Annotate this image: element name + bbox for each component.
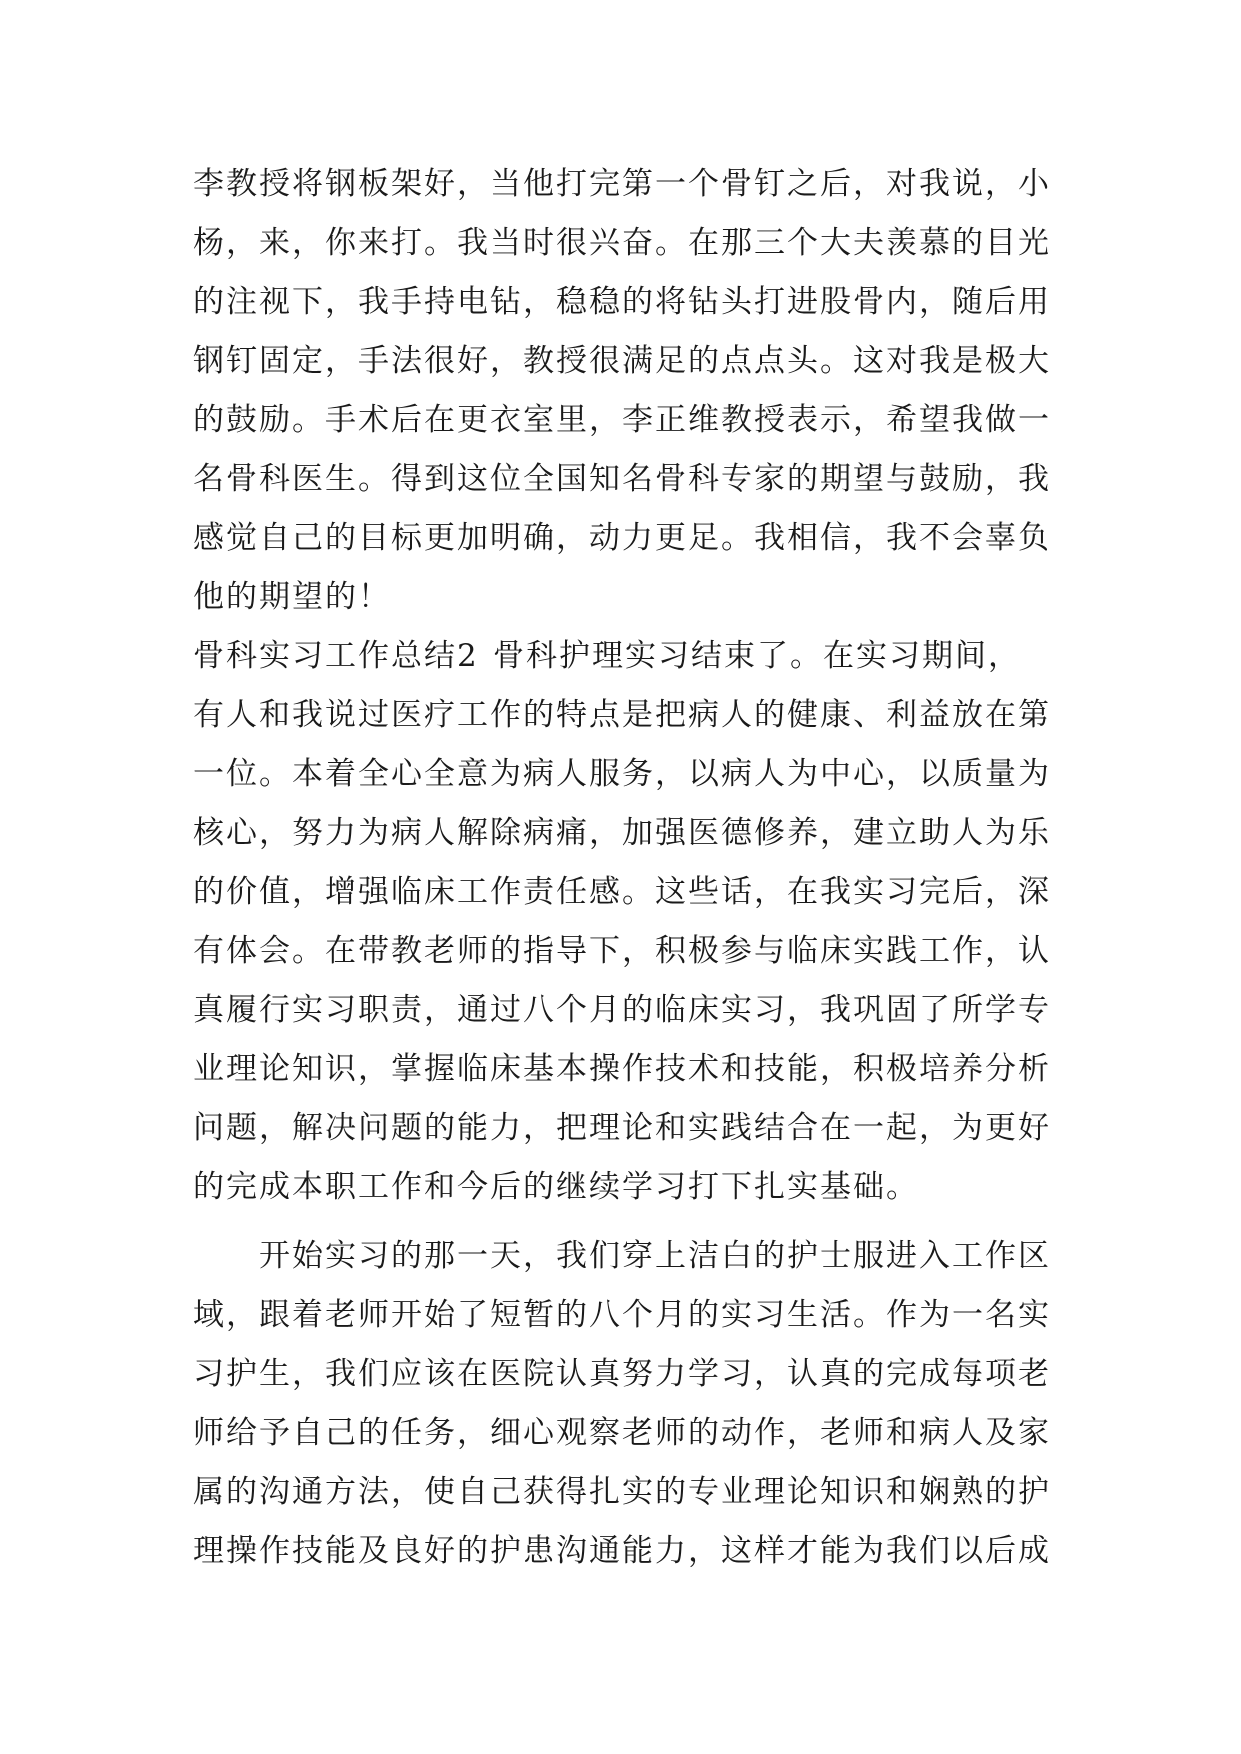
text-line: 问题，解决问题的能力，把理论和实践结合在一起，为更好 bbox=[193, 1110, 1051, 1146]
text-line: 感觉自己的目标更加明确，动力更足。我相信，我不会辜负 bbox=[193, 520, 1051, 556]
text-line: 名骨科医生。得到这位全国知名骨科专家的期望与鼓励，我 bbox=[193, 461, 1051, 497]
paragraph-1 bbox=[193, 155, 1053, 627]
text-line: 李教授将钢板架好，当他打完第一个骨钉之后，对我说，小 bbox=[193, 166, 1051, 202]
text-line: 真履行实习职责，通过八个月的临床实习，我巩固了所学专 bbox=[193, 992, 1051, 1028]
text-line: 业理论知识，掌握临床基本操作技术和技能，积极培养分析 bbox=[193, 1051, 1051, 1087]
text-line: 理操作技能及良好的护患沟通能力，这样才能为我们以后成 bbox=[193, 1533, 1051, 1569]
text-line: 的完成本职工作和今后的继续学习打下扎实基础。 bbox=[193, 1169, 919, 1205]
section-heading-line bbox=[193, 627, 1053, 686]
text-line: 的注视下，我手持电钻，稳稳的将钻头打进股骨内，随后用 bbox=[193, 284, 1051, 320]
paragraph-2 bbox=[193, 627, 1053, 1217]
text-line: 一位。本着全心全意为病人服务，以病人为中心，以质量为 bbox=[193, 756, 1051, 792]
text-line: 有人和我说过医疗工作的特点是把病人的健康、利益放在第 bbox=[193, 697, 1051, 733]
text-line: 域，跟着老师开始了短暂的八个月的实习生活。作为一名实 bbox=[193, 1297, 1051, 1333]
text-line: 钢钉固定，手法很好，教授很满足的点点头。这对我是极大 bbox=[193, 343, 1051, 379]
section-title: 骨科实习工作总结2 bbox=[193, 638, 479, 674]
text-line: 开始实习的那一天，我们穿上洁白的护士服进入工作区 bbox=[259, 1238, 1051, 1274]
text-line: 属的沟通方法，使自己获得扎实的专业理论知识和娴熟的护 bbox=[193, 1474, 1051, 1510]
text-line: 的价值，增强临床工作责任感。这些话，在我实习完后，深 bbox=[193, 874, 1051, 910]
text-line: 的鼓励。手术后在更衣室里，李正维教授表示，希望我做一 bbox=[193, 402, 1051, 438]
text-line: 有体会。在带教老师的指导下，积极参与临床实践工作，认 bbox=[193, 933, 1051, 969]
text-line: 杨，来，你来打。我当时很兴奋。在那三个大夫羡慕的目光 bbox=[193, 225, 1051, 261]
paragraph-spacer bbox=[193, 1217, 1053, 1227]
text-line: 他的期望的！ bbox=[193, 579, 391, 615]
paragraph-3 bbox=[193, 1227, 1053, 1581]
text-line-start: 骨科护理实习结束了。在实习期间， bbox=[493, 638, 1021, 674]
document-body bbox=[193, 155, 1053, 1581]
text-line: 师给予自己的任务，细心观察老师的动作，老师和病人及家 bbox=[193, 1415, 1051, 1451]
text-line: 习护生，我们应该在医院认真努力学习，认真的完成每项老 bbox=[193, 1356, 1051, 1392]
text-line: 核心，努力为病人解除病痛，加强医德修养，建立助人为乐 bbox=[193, 815, 1051, 851]
